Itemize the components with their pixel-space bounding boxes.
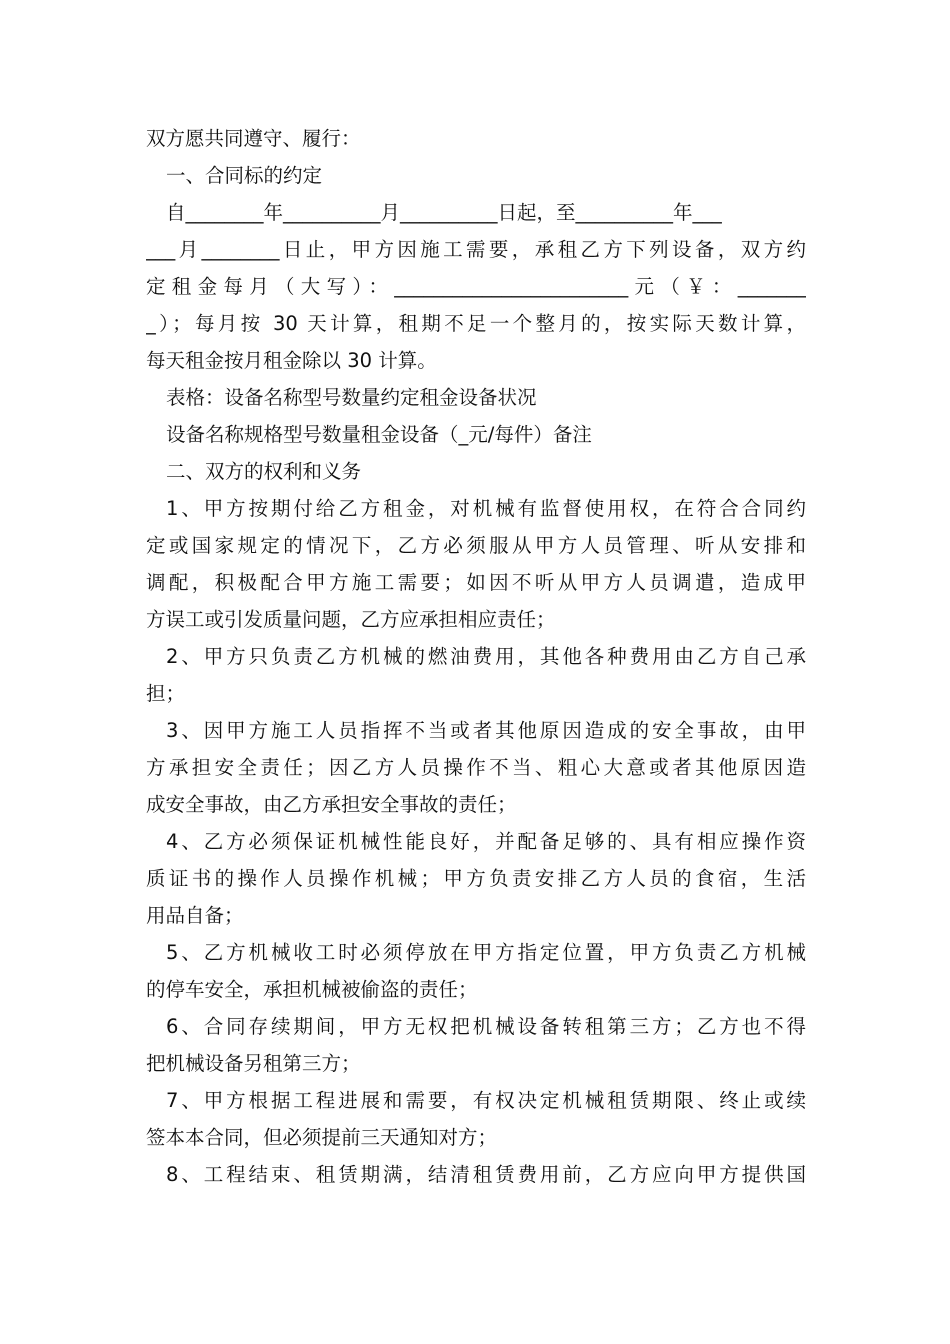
document-line: 方承担安全责任；因乙方人员操作不当、粗心大意或者其他原因造 [146,756,806,779]
document-line: 定或国家规定的情况下，乙方必须服从甲方人员管理、听从安排和 [146,534,806,557]
document-line: 5、乙方机械收工时必须停放在甲方指定位置，甲方负责乙方机械 [166,941,806,964]
document-line: 6、合同存续期间，甲方无权把机械设备转租第三方；乙方也不得 [166,1015,806,1038]
document-line: 3、因甲方施工人员指挥不当或者其他原因造成的安全事故，由甲 [166,719,806,742]
document-line: 设备名称规格型号数量租金设备（_元/每件）备注 [166,423,592,446]
document-line: ___月________日止，甲方因施工需要，承租乙方下列设备，双方约 [146,238,806,261]
document-line: 8、工程结束、租赁期满，结清租赁费用前，乙方应向甲方提供国 [166,1163,806,1186]
document-line: 成安全事故，由乙方承担安全事故的责任； [146,793,517,816]
document-line: 每天租金按月租金除以 30 计算。 [146,349,437,372]
document-line: 4、乙方必须保证机械性能良好，并配备足够的、具有相应操作资 [166,830,806,853]
document-line: _）；每月按 30 天计算，租期不足一个整月的，按实际天数计算， [146,312,806,335]
document-line: 自________年__________月__________日起，至__________年___ [166,201,722,224]
document-line: 7、甲方根据工程进展和需要，有权决定机械租赁期限、终止或续 [166,1089,806,1112]
document-line: 调配，积极配合甲方施工需要；如因不听从甲方人员调遣，造成甲 [146,571,806,594]
document-line: 签本本合同，但必须提前三天通知对方； [146,1126,498,1149]
document-line: 2、甲方只负责乙方机械的燃油费用，其他各种费用由乙方自己承 [166,645,806,668]
document-line: 一、合同标的约定 [166,164,323,187]
document-body [146,120,806,1193]
document-line: 1、甲方按期付给乙方租金，对机械有监督使用权，在符合合同约 [166,497,806,520]
document-line: 方误工或引发质量问题，乙方应承担相应责任； [146,608,556,631]
document-line: 二、双方的权利和义务 [166,460,362,483]
document-line: 用品自备； [146,904,244,927]
document-line: 表格：设备名称型号数量约定租金设备状况 [166,386,537,409]
document-line: 质证书的操作人员操作机械；甲方负责安排乙方人员的食宿，生活 [146,867,806,890]
document-line: 的停车安全，承担机械被偷盗的责任； [146,978,478,1001]
document-line: 把机械设备另租第三方； [146,1052,361,1075]
document-line: 双方愿共同遵守、履行： [146,127,361,150]
document-line: 定租金每月（大写）：________________________元（￥：_______ [146,275,806,298]
document-line: 担； [146,682,186,705]
